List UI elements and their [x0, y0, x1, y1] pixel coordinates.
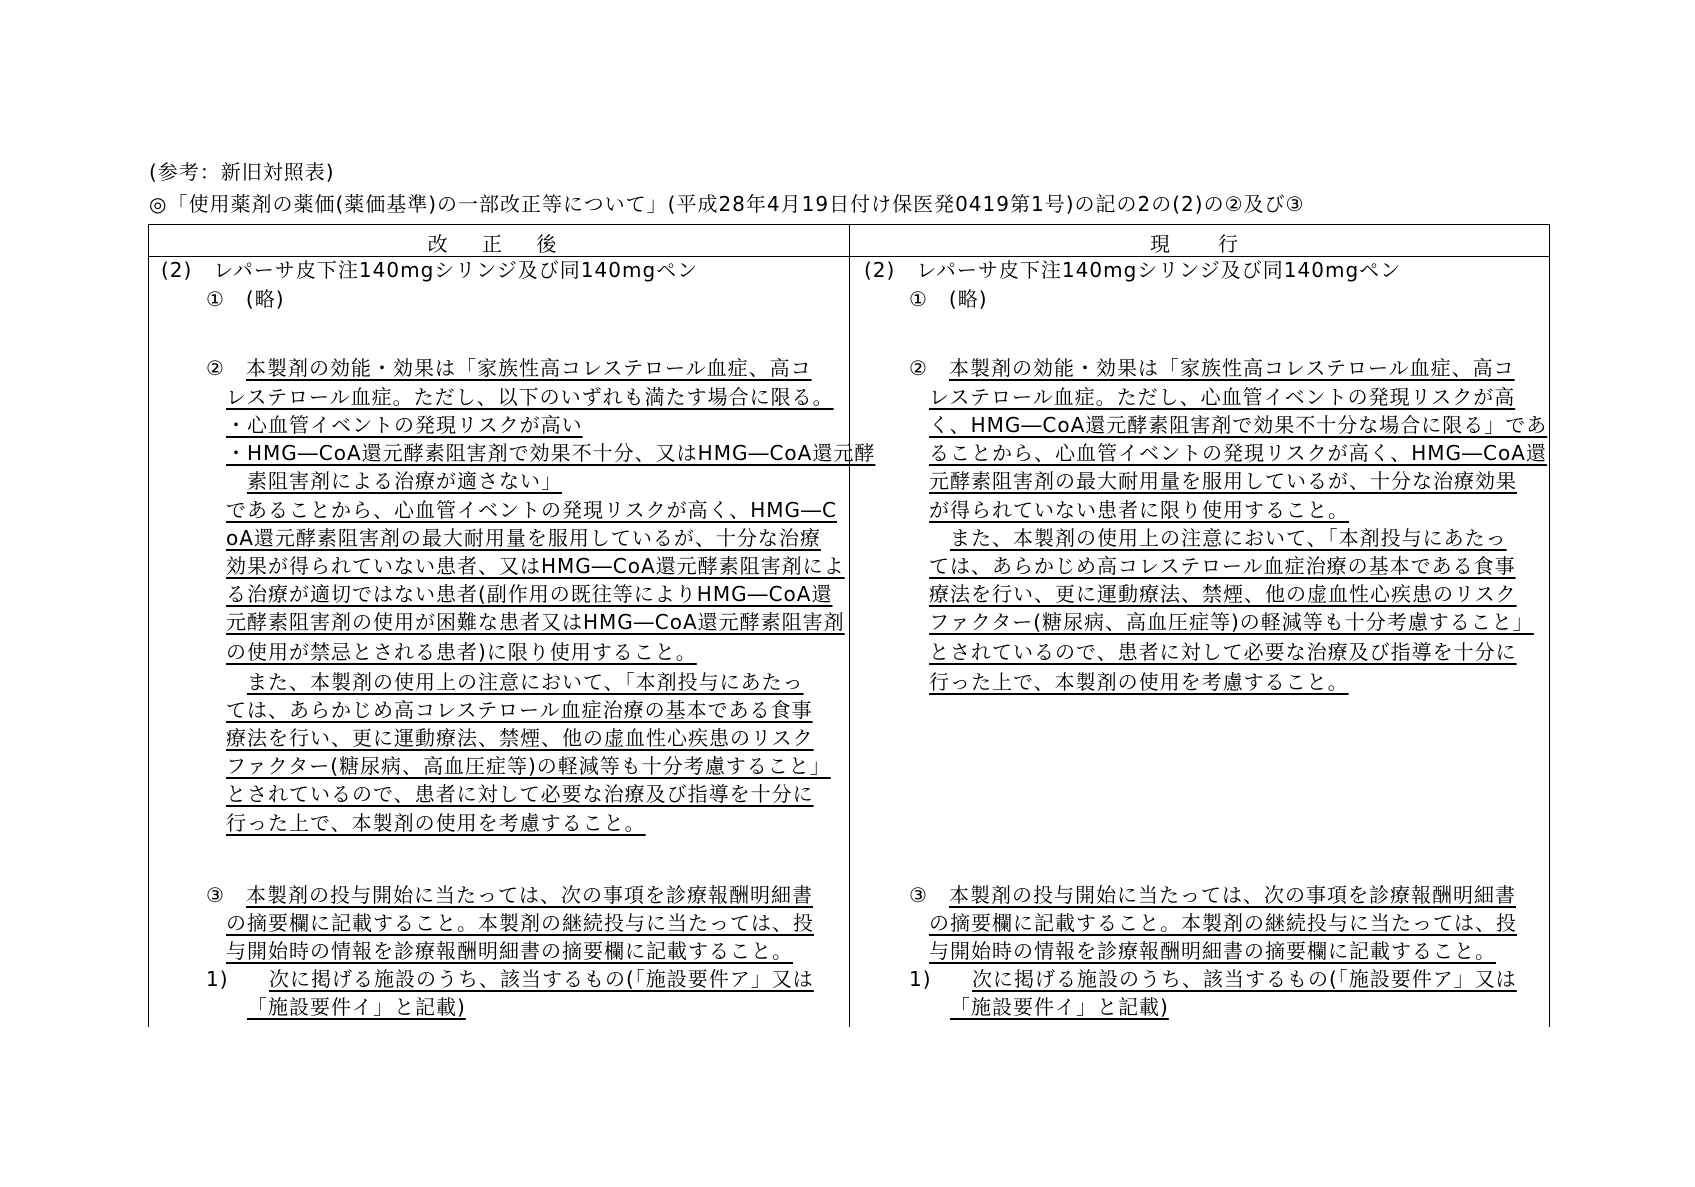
item2-line: また、本製剤の使用上の注意において、「本剤投与にあたっ — [247, 670, 804, 694]
item2-line: 行った上で、本製剤の使用を考慮すること。 — [226, 811, 646, 835]
item2-line: 元酵素阻害剤の最大耐用量を服用しているが、十分な治療効果 — [929, 469, 1517, 493]
item2-line: 本製剤の効能・効果は「家族性高コレステロール血症、高コ — [246, 356, 812, 380]
header-current: 現 行 — [1150, 232, 1252, 256]
sub1-marker: 1) — [909, 967, 932, 991]
item3-line: の摘要欄に記載すること。本製剤の継続投与に当たっては、投 — [226, 911, 814, 935]
item-heading: (2) レパーサ皮下注140mgシリンジ及び同140mgペン — [161, 258, 699, 282]
item2-line: 療法を行い、更に運動療法、禁煙、他の虚血性心疾患のリスク — [226, 726, 814, 750]
item3-line: 与開始時の情報を診療報酬明細書の摘要欄に記載すること。 — [929, 939, 1496, 963]
item2-line: 元酵素阻害剤の使用が困難な患者又はHMG―CoA還元酵素阻害剤 — [226, 610, 845, 634]
item2-line: また、本製剤の使用上の注意において、「本剤投与にあたっ — [950, 526, 1507, 550]
item2-line: oA還元酵素阻害剤の最大耐用量を服用しているが、十分な治療 — [226, 526, 821, 550]
sub1-line: 「施設要件イ」と記載) — [950, 995, 1169, 1019]
item3-line: 与開始時の情報を診療報酬明細書の摘要欄に記載すること。 — [226, 939, 793, 963]
item2-line: レステロール血症。ただし、以下のいずれも満たす場合に限る。 — [226, 385, 834, 409]
item2-line: ることから、心血管イベントの発現リスクが高く、HMG―CoA還 — [929, 441, 1547, 465]
sub1-marker: 1) — [206, 967, 229, 991]
item3-line: 本製剤の投与開始に当たっては、次の事項を診療報酬明細書 — [949, 883, 1516, 907]
item2-line: ては、あらかじめ高コレステロール血症治療の基本である食事 — [929, 554, 1516, 578]
column-new — [149, 225, 876, 1027]
comparison-table — [148, 224, 1550, 1027]
item-heading: (2) レパーサ皮下注140mgシリンジ及び同140mgペン — [864, 258, 1402, 282]
item2-line: る治療が適切ではない患者(副作用の既往等によりHMG―CoA還 — [226, 582, 833, 606]
sub1-line: 「施設要件イ」と記載) — [247, 995, 466, 1019]
item2-line: の使用が禁忌とされる患者)に限り使用すること。 — [226, 640, 697, 664]
column-divider — [849, 225, 850, 1027]
item3-marker: ③ — [909, 883, 928, 907]
item2-line: く、HMG―CoA還元酵素阻害剤で効果不十分な場合に限る」であ — [929, 413, 1548, 437]
item2-line: 効果が得られていない患者、又はHMG―CoA還元酵素阻害剤によ — [226, 554, 845, 578]
item2-line: 素阻害剤による治療が適さない」 — [247, 469, 562, 493]
item2-line: とされているので、患者に対して必要な治療及び指導を十分に — [929, 640, 1517, 664]
item1: ① (略) — [206, 287, 285, 311]
item2-marker: ② — [206, 356, 225, 380]
sub1-line: 次に掲げる施設のうち、該当するもの(「施設要件ア」又は — [269, 967, 814, 991]
item2-line: レステロール血症。ただし、心血管イベントの発現リスクが高 — [929, 385, 1516, 409]
item2-line: ・HMG―CoA還元酵素阻害剤で効果不十分、又はHMG―CoA還元酵 — [226, 441, 876, 465]
document-title: ◎「使用薬剤の薬価(薬価基準)の一部改正等について」(平成28年4月19日付け保医発0419第1号)の記の2の(2)の②及び③ — [149, 192, 1305, 216]
item2-line: とされているので、患者に対して必要な治療及び指導を十分に — [226, 782, 814, 806]
item3-line: 本製剤の投与開始に当たっては、次の事項を診療報酬明細書 — [246, 883, 813, 907]
column-current — [852, 225, 1552, 1027]
item2-line: ・心血管イベントの発現リスクが高い — [226, 413, 583, 437]
item2-line: ファクター(糖尿病、高血圧症等)の軽減等も十分考慮すること」 — [929, 610, 1534, 634]
item2-line: 本製剤の効能・効果は「家族性高コレステロール血症、高コ — [949, 356, 1515, 380]
item2-line: 行った上で、本製剤の使用を考慮すること。 — [929, 670, 1349, 694]
item1: ① (略) — [909, 287, 988, 311]
sub1-line: 次に掲げる施設のうち、該当するもの(「施設要件ア」又は — [972, 967, 1517, 991]
item3-marker: ③ — [206, 883, 225, 907]
item2-line: ファクター(糖尿病、高血圧症等)の軽減等も十分考慮すること」 — [226, 754, 831, 778]
item2-line: が得られていない患者に限り使用すること。 — [929, 498, 1349, 522]
header-new: 改 正 後 — [427, 232, 571, 256]
item3-line: の摘要欄に記載すること。本製剤の継続投与に当たっては、投 — [929, 911, 1517, 935]
item2-line: であることから、心血管イベントの発現リスクが高く、HMG―C — [226, 498, 837, 522]
item2-marker: ② — [909, 356, 928, 380]
reference-label: (参考：新旧対照表) — [149, 160, 335, 184]
item2-line: ては、あらかじめ高コレステロール血症治療の基本である食事 — [226, 698, 813, 722]
item2-line: 療法を行い、更に運動療法、禁煙、他の虚血性心疾患のリスク — [929, 582, 1517, 606]
